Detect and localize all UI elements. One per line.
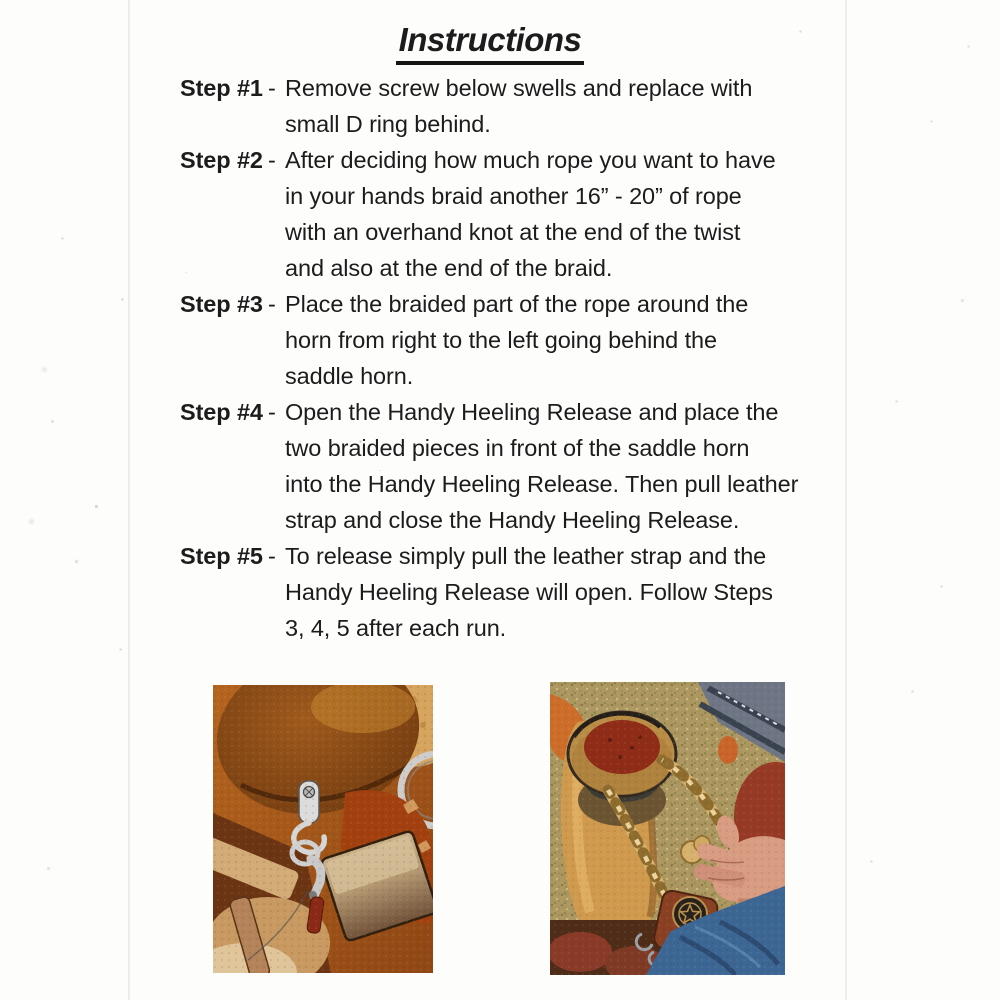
- title-wrap: [130, 22, 850, 65]
- rope-on-horn-image: [550, 682, 785, 975]
- step-lines: [268, 70, 840, 142]
- step-line: in your hands braid another 16” - 20” of rope: [285, 183, 742, 209]
- photo-grain: [550, 682, 785, 975]
- step-line: 3, 4, 5 after each run.: [285, 615, 507, 641]
- rope-on-horn-photo: [550, 682, 785, 975]
- step-line: small D ring behind.: [285, 111, 491, 137]
- step-row: [180, 286, 840, 394]
- step-label: Step #5: [180, 543, 263, 569]
- scan-edge-right: [845, 0, 847, 1000]
- step-line: with an overhand knot at the end of the twist: [285, 219, 741, 245]
- step-line: saddle horn.: [285, 363, 414, 389]
- saddle-release-clip-image: [213, 685, 433, 973]
- step-row: [180, 538, 840, 646]
- dash-separator: -: [268, 543, 276, 569]
- step-line: - Remove screw below swells and replace with: [285, 70, 840, 106]
- step-line: two braided pieces in front of the saddle horn: [285, 435, 750, 461]
- step-line: Handy Heeling Release will open. Follow Steps: [285, 579, 773, 605]
- step-lines: [268, 538, 840, 646]
- photo-grain: [213, 685, 433, 973]
- dash-separator: -: [268, 399, 276, 425]
- saddle-release-clip-photo: [213, 685, 433, 973]
- step-label: Step #3: [180, 291, 263, 317]
- step-line: - To release simply pull the leather strap and the: [285, 538, 840, 574]
- scan-edge-left: [128, 0, 130, 1000]
- step-label: Step #4: [180, 399, 263, 425]
- step-line: - After deciding how much rope you want to have: [285, 142, 840, 178]
- dash-separator: -: [268, 147, 276, 173]
- scan-dust-specks: [0, 0, 1, 1]
- step-line: - Place the braided part of the rope around the: [285, 286, 840, 322]
- steps-list: [180, 70, 840, 646]
- step-line: horn from right to the left going behind the: [285, 327, 717, 353]
- dash-separator: -: [268, 75, 276, 101]
- step-line: and also at the end of the braid.: [285, 255, 613, 281]
- step-lines: [268, 142, 840, 286]
- step-lines: [268, 394, 840, 538]
- step-line: into the Handy Heeling Release. Then pull leather: [285, 471, 799, 497]
- dash-separator: -: [268, 291, 276, 317]
- step-row: [180, 142, 840, 286]
- step-line: strap and close the Handy Heeling Release.: [285, 507, 740, 533]
- page-title: Instructions: [396, 22, 585, 65]
- step-line: - Open the Handy Heeling Release and place the: [285, 394, 840, 430]
- step-lines: [268, 286, 840, 394]
- step-label: Step #1: [180, 75, 263, 101]
- step-row: [180, 394, 840, 538]
- step-row: [180, 70, 840, 142]
- step-label: Step #2: [180, 147, 263, 173]
